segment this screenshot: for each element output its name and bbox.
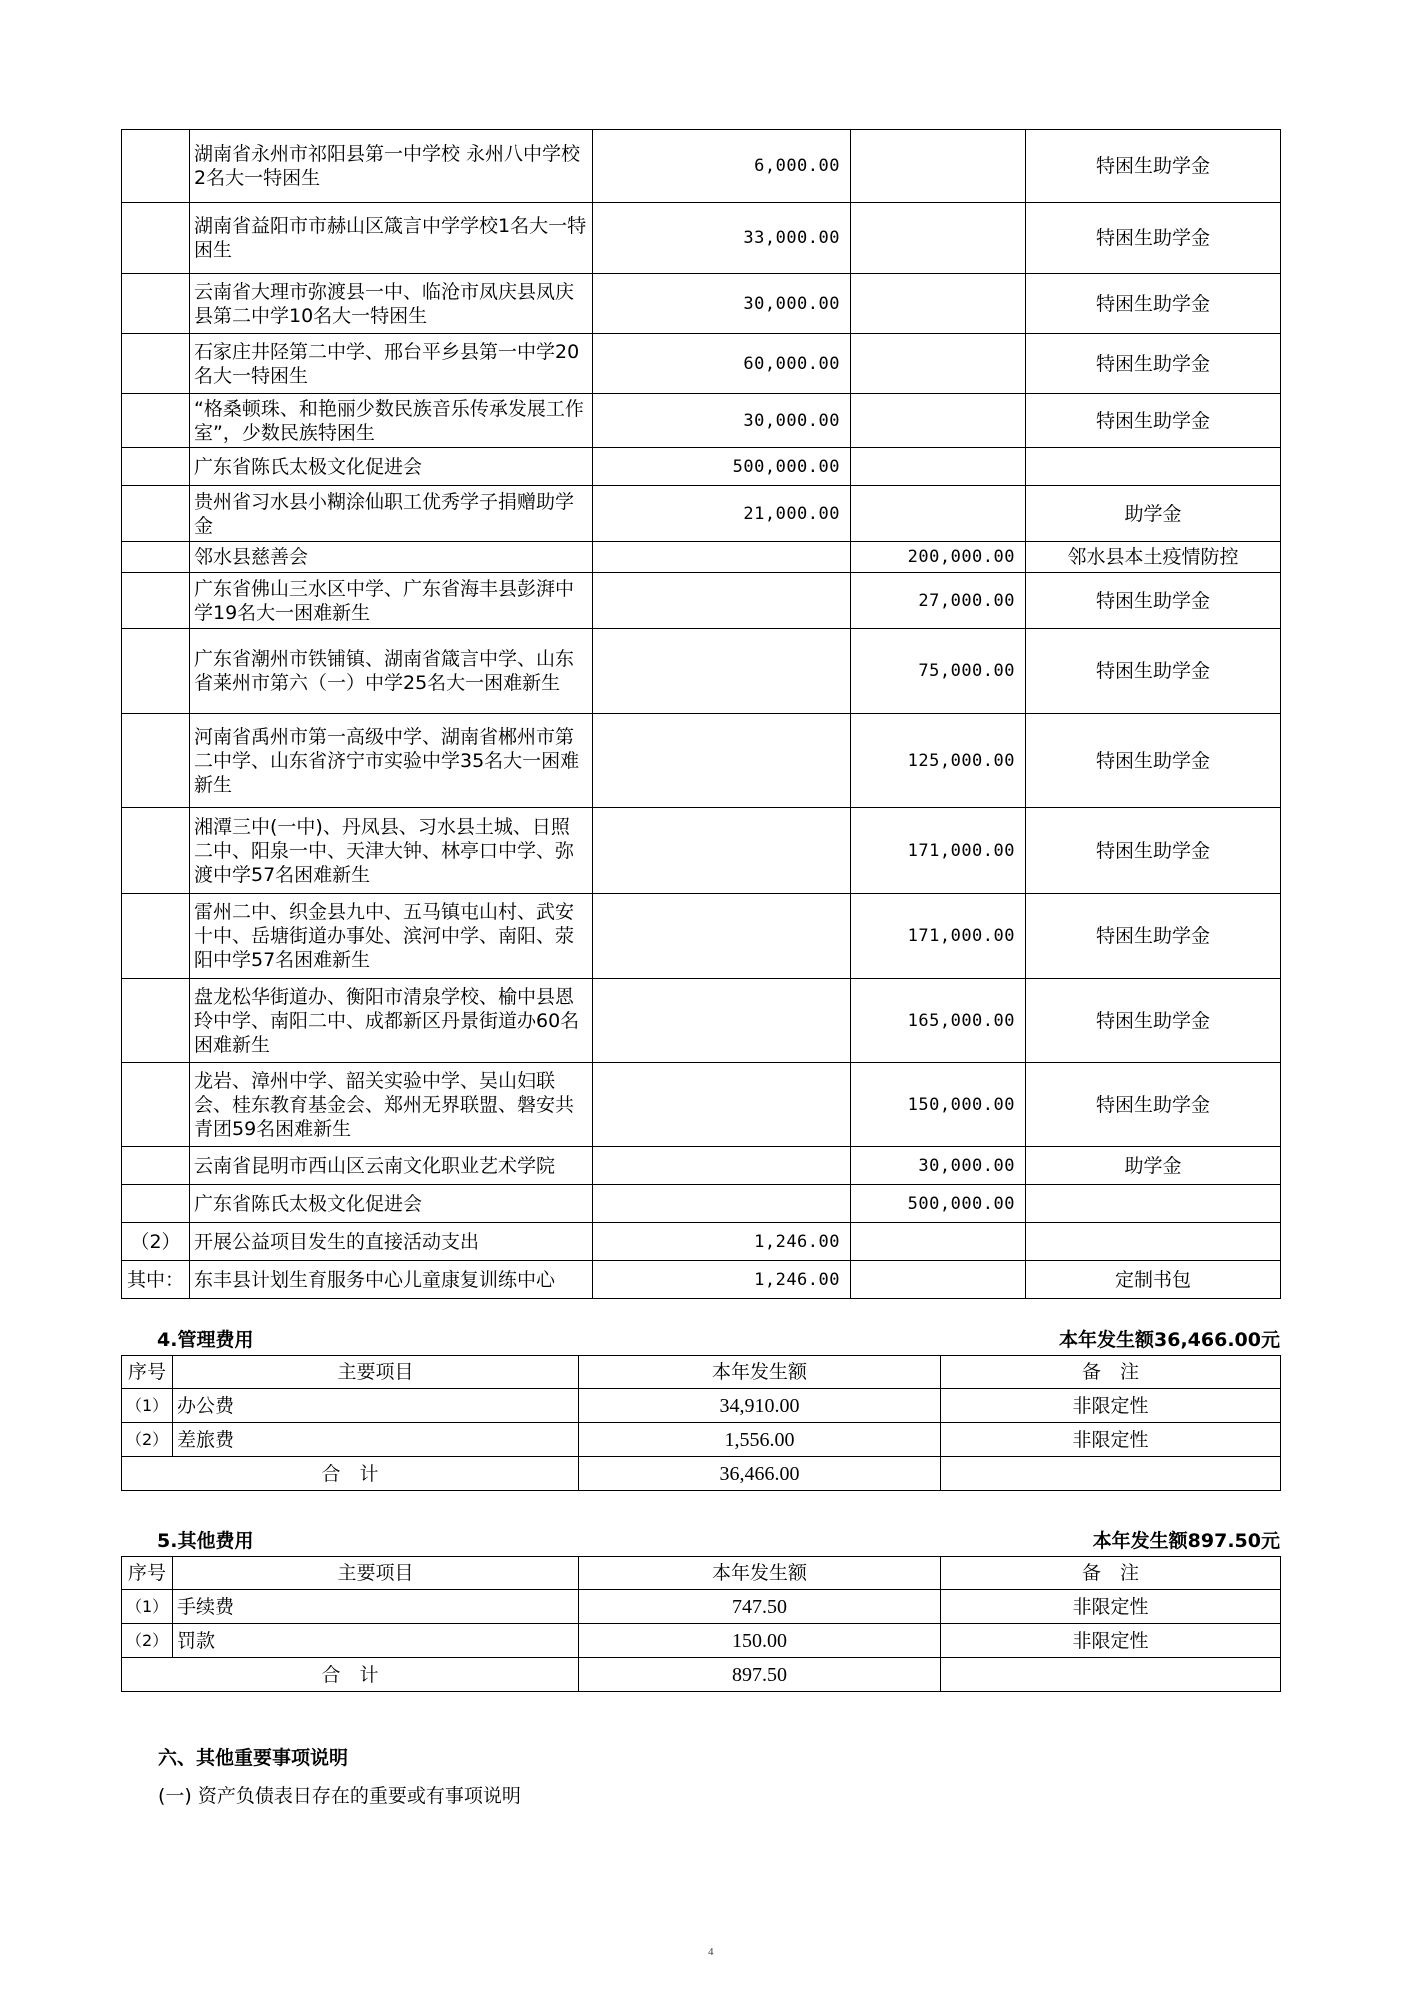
row-project: 盘龙松华街道办、衡阳市清泉学校、榆中县恩玲中学、南阳二中、成都新区丹景街道办60名困难新生 bbox=[190, 979, 593, 1063]
row-note: 非限定性 bbox=[941, 1590, 1281, 1624]
header-amount: 本年发生额 bbox=[579, 1356, 941, 1389]
table-row bbox=[122, 629, 1281, 714]
row-item: 手续费 bbox=[173, 1590, 579, 1624]
row-amount-col4: 125,000.00 bbox=[851, 714, 1026, 808]
total-label: 合 计 bbox=[122, 1658, 579, 1692]
row-index: 其中： bbox=[122, 1261, 190, 1299]
row-index bbox=[122, 394, 190, 448]
row-project: 贵州省习水县小糊涂仙职工优秀学子捐赠助学金 bbox=[190, 486, 593, 542]
section-4-amount: 本年发生额36,466.00元 bbox=[1059, 1329, 1280, 1351]
table-row bbox=[122, 394, 1281, 448]
row-item: 差旅费 bbox=[173, 1423, 579, 1457]
table-row bbox=[122, 542, 1281, 573]
table-row bbox=[122, 1590, 1281, 1624]
header-item: 主要项目 bbox=[173, 1356, 579, 1389]
section-5-title: 5.其他费用 bbox=[157, 1530, 254, 1552]
row-amount-col3: 30,000.00 bbox=[593, 274, 851, 334]
header-index: 序号 bbox=[122, 1557, 173, 1590]
row-note: 特困生助学金 bbox=[1026, 274, 1281, 334]
table-row bbox=[122, 274, 1281, 334]
row-index bbox=[122, 274, 190, 334]
row-project: 云南省昆明市西山区云南文化职业艺术学院 bbox=[190, 1147, 593, 1185]
row-index bbox=[122, 486, 190, 542]
header-note: 备 注 bbox=[941, 1356, 1281, 1389]
row-project: 石家庄井陉第二中学、邢台平乡县第一中学20名大一特困生 bbox=[190, 334, 593, 394]
table-row bbox=[122, 486, 1281, 542]
row-note bbox=[1026, 448, 1281, 486]
row-index: （1） bbox=[122, 1590, 173, 1624]
row-index: （2） bbox=[122, 1423, 173, 1457]
row-amount-col4: 171,000.00 bbox=[851, 808, 1026, 894]
row-note: 特困生助学金 bbox=[1026, 979, 1281, 1063]
row-amount-col3 bbox=[593, 979, 851, 1063]
header-item: 主要项目 bbox=[173, 1557, 579, 1590]
total-note bbox=[941, 1658, 1281, 1692]
row-project: “格桑顿珠、和艳丽少数民族音乐传承发展工作室”，少数民族特困生 bbox=[190, 394, 593, 448]
table-header-row bbox=[122, 1557, 1281, 1590]
row-amount-col3: 60,000.00 bbox=[593, 334, 851, 394]
section-4-title: 4.管理费用 bbox=[157, 1329, 254, 1351]
donation-expense-table bbox=[121, 129, 1281, 1299]
row-amount-col3 bbox=[593, 629, 851, 714]
table-row bbox=[122, 130, 1281, 203]
total-note bbox=[941, 1457, 1281, 1491]
row-index bbox=[122, 714, 190, 808]
other-expense-table bbox=[121, 1556, 1281, 1692]
total-amount: 897.50 bbox=[579, 1658, 941, 1692]
row-index bbox=[122, 448, 190, 486]
table-total-row bbox=[122, 1658, 1281, 1692]
row-amount: 747.50 bbox=[579, 1590, 941, 1624]
row-amount-col3: 1,246.00 bbox=[593, 1261, 851, 1299]
row-amount: 34,910.00 bbox=[579, 1389, 941, 1423]
row-item: 罚款 bbox=[173, 1624, 579, 1658]
row-amount-col3: 21,000.00 bbox=[593, 486, 851, 542]
table-row bbox=[122, 573, 1281, 629]
row-note: 特困生助学金 bbox=[1026, 573, 1281, 629]
row-index bbox=[122, 629, 190, 714]
row-amount-col3 bbox=[593, 1147, 851, 1185]
row-amount-col3: 500,000.00 bbox=[593, 448, 851, 486]
row-amount-col4 bbox=[851, 203, 1026, 274]
row-project: 云南省大理市弥渡县一中、临沧市凤庆县凤庆县第二中学10名大一特困生 bbox=[190, 274, 593, 334]
row-amount-col3: 30,000.00 bbox=[593, 394, 851, 448]
row-note: 非限定性 bbox=[941, 1624, 1281, 1658]
section-6-heading: 六、其他重要事项说明 bbox=[158, 1747, 349, 1769]
row-note bbox=[1026, 1223, 1281, 1261]
header-note: 备 注 bbox=[941, 1557, 1281, 1590]
row-note: 助学金 bbox=[1026, 1147, 1281, 1185]
row-note: 特困生助学金 bbox=[1026, 629, 1281, 714]
row-amount-col4 bbox=[851, 486, 1026, 542]
row-note: 特困生助学金 bbox=[1026, 334, 1281, 394]
row-amount-col4 bbox=[851, 1261, 1026, 1299]
row-amount-col4 bbox=[851, 274, 1026, 334]
row-amount-col3: 33,000.00 bbox=[593, 203, 851, 274]
table-row bbox=[122, 894, 1281, 979]
row-project: 广东省陈氏太极文化促进会 bbox=[190, 1185, 593, 1223]
row-note: 助学金 bbox=[1026, 486, 1281, 542]
row-index bbox=[122, 334, 190, 394]
row-index bbox=[122, 542, 190, 573]
row-amount-col3: 6,000.00 bbox=[593, 130, 851, 203]
row-amount-col4: 27,000.00 bbox=[851, 573, 1026, 629]
row-amount-col4 bbox=[851, 130, 1026, 203]
table-row bbox=[122, 1185, 1281, 1223]
row-amount-col4: 165,000.00 bbox=[851, 979, 1026, 1063]
page-number: 4 bbox=[708, 1946, 714, 1958]
table-row bbox=[122, 1261, 1281, 1299]
row-amount-col4 bbox=[851, 448, 1026, 486]
row-project: 广东省佛山三水区中学、广东省海丰县彭湃中学19名大一困难新生 bbox=[190, 573, 593, 629]
row-project: 龙岩、漳州中学、韶关实验中学、吴山妇联会、桂东教育基金会、郑州无界联盟、磐安共青团59名困难新生 bbox=[190, 1063, 593, 1147]
row-index bbox=[122, 1147, 190, 1185]
row-note: 特困生助学金 bbox=[1026, 808, 1281, 894]
row-amount: 1,556.00 bbox=[579, 1423, 941, 1457]
row-index bbox=[122, 979, 190, 1063]
row-index: （2） bbox=[122, 1223, 190, 1261]
row-note: 非限定性 bbox=[941, 1423, 1281, 1457]
row-amount-col4 bbox=[851, 1223, 1026, 1261]
row-note: 非限定性 bbox=[941, 1389, 1281, 1423]
row-project: 雷州二中、织金县九中、五马镇屯山村、武安十中、岳塘街道办事处、滨河中学、南阳、荥阳中学57名困难新生 bbox=[190, 894, 593, 979]
row-amount-col4: 30,000.00 bbox=[851, 1147, 1026, 1185]
row-amount-col4 bbox=[851, 394, 1026, 448]
row-note bbox=[1026, 1185, 1281, 1223]
row-amount-col3 bbox=[593, 808, 851, 894]
row-note: 特困生助学金 bbox=[1026, 1063, 1281, 1147]
row-note: 邻水县本土疫情防控 bbox=[1026, 542, 1281, 573]
row-amount-col3 bbox=[593, 894, 851, 979]
row-amount-col4: 171,000.00 bbox=[851, 894, 1026, 979]
row-amount-col4: 150,000.00 bbox=[851, 1063, 1026, 1147]
row-index bbox=[122, 130, 190, 203]
section-6-paragraph: (一) 资产负债表日存在的重要或有事项说明 bbox=[158, 1785, 521, 1807]
row-index bbox=[122, 1063, 190, 1147]
table-row bbox=[122, 714, 1281, 808]
admin-expense-table bbox=[121, 1355, 1281, 1491]
table-total-row bbox=[122, 1457, 1281, 1491]
row-amount-col3 bbox=[593, 1063, 851, 1147]
row-amount-col3 bbox=[593, 542, 851, 573]
header-amount: 本年发生额 bbox=[579, 1557, 941, 1590]
row-index bbox=[122, 203, 190, 274]
row-index: （1） bbox=[122, 1389, 173, 1423]
row-project: 湖南省益阳市市赫山区箴言中学学校1名大一特困生 bbox=[190, 203, 593, 274]
row-note: 特困生助学金 bbox=[1026, 894, 1281, 979]
row-note: 特困生助学金 bbox=[1026, 714, 1281, 808]
row-project: 河南省禹州市第一高级中学、湖南省郴州市第二中学、山东省济宁市实验中学35名大一困难新生 bbox=[190, 714, 593, 808]
table-row bbox=[122, 334, 1281, 394]
row-project: 广东省陈氏太极文化促进会 bbox=[190, 448, 593, 486]
row-project: 湘潭三中(一中)、丹凤县、习水县土城、日照二中、阳泉一中、天津大钟、林亭口中学、弥渡中学57名困难新生 bbox=[190, 808, 593, 894]
row-index bbox=[122, 808, 190, 894]
row-amount-col3 bbox=[593, 1185, 851, 1223]
row-amount-col4: 500,000.00 bbox=[851, 1185, 1026, 1223]
table-row bbox=[122, 448, 1281, 486]
row-amount-col3 bbox=[593, 714, 851, 808]
row-amount-col3 bbox=[593, 573, 851, 629]
row-amount-col4 bbox=[851, 334, 1026, 394]
row-project: 东丰县计划生育服务中心儿童康复训练中心 bbox=[190, 1261, 593, 1299]
row-amount: 150.00 bbox=[579, 1624, 941, 1658]
row-amount-col4: 200,000.00 bbox=[851, 542, 1026, 573]
row-item: 办公费 bbox=[173, 1389, 579, 1423]
row-note: 特困生助学金 bbox=[1026, 203, 1281, 274]
section-5-amount: 本年发生额897.50元 bbox=[1092, 1530, 1280, 1552]
row-index bbox=[122, 1185, 190, 1223]
row-project: 开展公益项目发生的直接活动支出 bbox=[190, 1223, 593, 1261]
table-row bbox=[122, 1389, 1281, 1423]
row-note: 特困生助学金 bbox=[1026, 130, 1281, 203]
row-index bbox=[122, 573, 190, 629]
table-row bbox=[122, 1147, 1281, 1185]
row-amount-col4: 75,000.00 bbox=[851, 629, 1026, 714]
table-row bbox=[122, 203, 1281, 274]
total-label: 合 计 bbox=[122, 1457, 579, 1491]
table-row bbox=[122, 808, 1281, 894]
table-row bbox=[122, 1423, 1281, 1457]
table-header-row bbox=[122, 1356, 1281, 1389]
header-index: 序号 bbox=[122, 1356, 173, 1389]
row-note: 定制书包 bbox=[1026, 1261, 1281, 1299]
row-index bbox=[122, 894, 190, 979]
row-note: 特困生助学金 bbox=[1026, 394, 1281, 448]
row-project: 湖南省永州市祁阳县第一中学校 永州八中学校2名大一特困生 bbox=[190, 130, 593, 203]
row-project: 邻水县慈善会 bbox=[190, 542, 593, 573]
row-amount-col3: 1,246.00 bbox=[593, 1223, 851, 1261]
table-row bbox=[122, 1063, 1281, 1147]
total-amount: 36,466.00 bbox=[579, 1457, 941, 1491]
table-row bbox=[122, 1624, 1281, 1658]
table-row bbox=[122, 1223, 1281, 1261]
table-row bbox=[122, 979, 1281, 1063]
row-project: 广东省潮州市铁铺镇、湖南省箴言中学、山东省莱州市第六（一）中学25名大一困难新生 bbox=[190, 629, 593, 714]
row-index: （2） bbox=[122, 1624, 173, 1658]
